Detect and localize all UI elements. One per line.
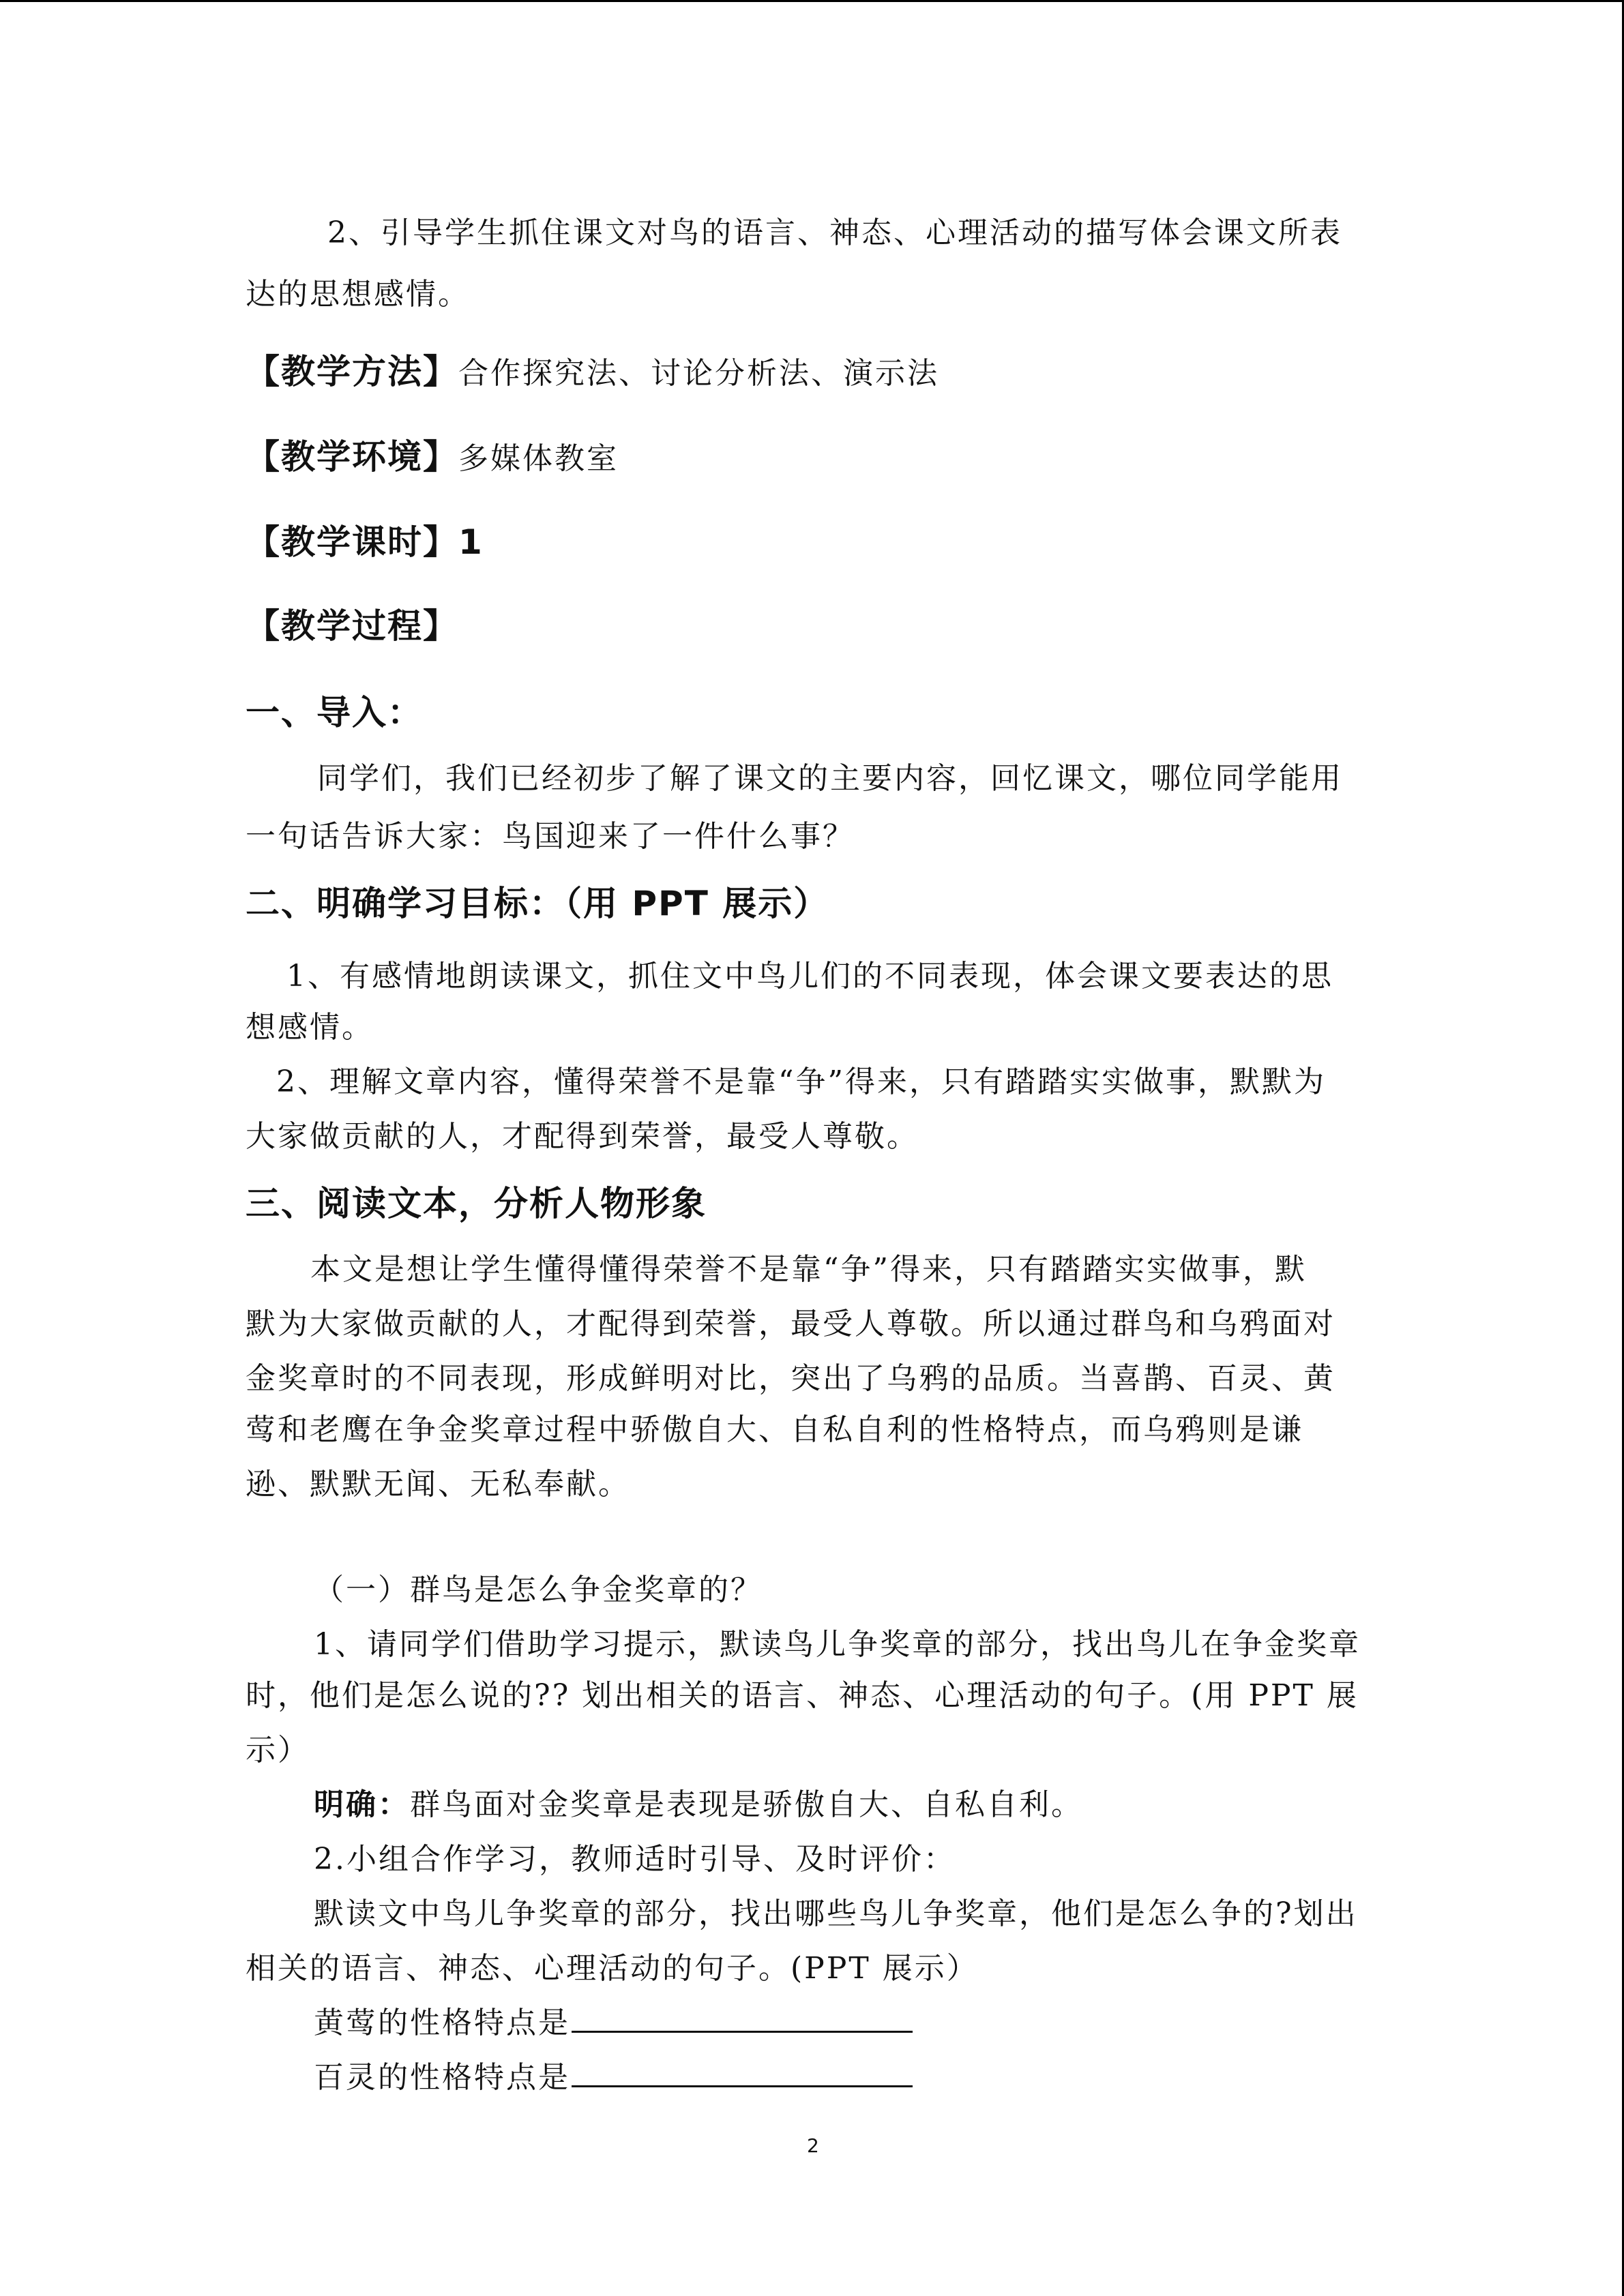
- teaching-environment: [246, 430, 619, 479]
- teaching-method-label: 【教学方法】: [246, 352, 458, 391]
- question-2-line-2: 相关的语言、神态、心理活动的句子。(PPT 展示）: [246, 1951, 979, 1986]
- section-2-item-1-line-1: 1、有感情地朗读课文，抓住文中鸟儿们的不同表现，体会课文要表达的思: [286, 959, 1333, 994]
- clarify-line: [314, 1780, 1083, 1823]
- section-2-item-2-line-2: 大家做贡献的人，才配得到荣誉，最受人尊敬。: [246, 1119, 919, 1154]
- teaching-hours-value: 1: [458, 522, 484, 562]
- question-2-title: 2.小组合作学习，教师适时引导、及时评价：: [314, 1842, 956, 1877]
- clarify-label: 明确：: [314, 1787, 410, 1822]
- section-2-item-1-line-2: 想感情。: [246, 1010, 374, 1045]
- section-1-line-1: 同学们，我们已经初步了解了课文的主要内容，回忆课文，哪位同学能用: [317, 761, 1343, 796]
- objective-2-line-2: 达的思想感情。: [246, 277, 470, 312]
- section-3-para-line-3: 金奖章时的不同表现，形成鲜明对比，突出了乌鸦的品质。当喜鹊、百灵、黄: [246, 1361, 1335, 1396]
- section-3-para-line-4: 莺和老鹰在争金奖章过程中骄傲自大、自私自利的性格特点，而乌鸦则是谦: [246, 1412, 1303, 1447]
- section-2-title: 二、明确学习目标：（用 PPT 展示）: [246, 884, 829, 923]
- section-1-title: 一、导入：: [246, 693, 423, 732]
- fill-blank-oriole: [314, 1998, 913, 2042]
- section-3-para-line-1: 本文是想让学生懂得懂得荣誉不是靠“争”得来，只有踏踏实实做事，默: [310, 1252, 1307, 1287]
- subsection-1-title: （一）群鸟是怎么争金奖章的？: [314, 1572, 763, 1607]
- question-1-line-1: 1、请同学们借助学习提示，默读鸟儿争奖章的部分，找出鸟儿在争金奖章: [314, 1627, 1361, 1662]
- page-border-top: [0, 0, 1624, 2]
- fill-blank-lark-label: 百灵的性格特点是: [314, 2060, 570, 2095]
- section-1-line-2: 一句话告诉大家：鸟国迎来了一件什么事？: [246, 819, 855, 854]
- teaching-environment-value: 多媒体教室: [458, 441, 619, 476]
- section-3-title: 三、阅读文本，分析人物形象: [246, 1184, 707, 1223]
- teaching-method-value: 合作探究法、讨论分析法、演示法: [458, 356, 939, 391]
- teaching-hours-label: 【教学课时】: [246, 522, 458, 562]
- fill-blank-lark-line[interactable]: [572, 2058, 913, 2087]
- section-3-para-line-5: 逊、默默无闻、无私奉献。: [246, 1467, 630, 1502]
- teaching-method: [246, 344, 939, 393]
- teaching-hours: [246, 515, 484, 564]
- teaching-environment-label: 【教学环境】: [246, 437, 458, 477]
- section-3-para-line-2: 默为大家做贡献的人，才配得到荣誉，最受人尊敬。所以通过群鸟和乌鸦面对: [246, 1307, 1335, 1341]
- clarify-text: 群鸟面对金奖章是表现是骄傲自大、自私自利。: [410, 1787, 1083, 1822]
- section-2-item-2-line-1: 2、理解文章内容，懂得荣誉不是靠“争”得来，只有踏踏实实做事，默默为: [276, 1064, 1326, 1099]
- question-1-line-2: 时，他们是怎么说的?? 划出相关的语言、神态、心理活动的句子。(用 PPT 展: [246, 1678, 1359, 1713]
- fill-blank-oriole-label: 黄莺的性格特点是: [314, 2006, 570, 2040]
- teaching-process-heading: 【教学过程】: [246, 606, 458, 646]
- page-number: 2: [807, 2134, 819, 2157]
- fill-blank-lark: [314, 2053, 913, 2096]
- fill-blank-oriole-line[interactable]: [572, 2003, 913, 2033]
- question-2-line-1: 默读文中鸟儿争奖章的部分，找出哪些鸟儿争奖章，他们是怎么争的?划出: [314, 1896, 1358, 1931]
- objective-2-line-1: 2、引导学生抓住课文对鸟的语言、神态、心理活动的描写体会课文所表: [327, 215, 1342, 250]
- question-1-line-3: 示）: [246, 1733, 310, 1768]
